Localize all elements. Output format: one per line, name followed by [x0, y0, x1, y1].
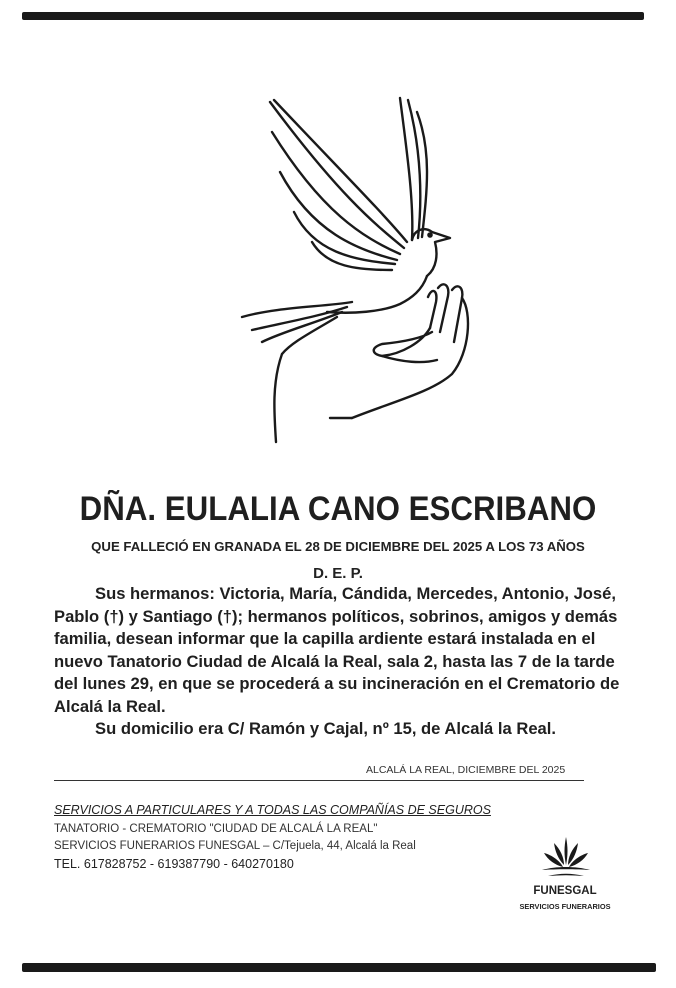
funesgal-logo [510, 835, 620, 915]
logo-tagline: SERVICIOS FUNERARIOS [519, 902, 611, 911]
dove-hand-emblem-icon [232, 92, 488, 448]
funesgal-logo-icon [538, 835, 594, 881]
death-details: QUE FALLECIÓ EN GRANADA EL 28 DE DICIEMBRE DEL 2025 A LOS 73 AÑOS [91, 539, 585, 554]
services-title: SERVICIOS A PARTICULARES Y A TODAS LAS COMPAÑÍAS DE SEGUROS [54, 803, 491, 817]
services-phone: TEL. 617828752 - 619387790 - 640270180 [54, 857, 294, 871]
signature-rule [54, 780, 584, 781]
rip-initials: D. E. P. [313, 565, 363, 582]
top-border-rule [22, 12, 644, 20]
notice-paragraph-address: Su domicilio era C/ Ramón y Cajal, nº 15, de Alcalá la Real. [95, 719, 557, 738]
place-date: ALCALÁ LA REAL, DICIEMBRE DEL 2025 [366, 764, 566, 776]
deceased-name: DÑA. EULALIA CANO ESCRIBANO [79, 490, 597, 528]
logo-name: FUNESGAL [533, 885, 597, 897]
notice-body [54, 583, 620, 741]
notice-paragraph-family: Sus hermanos: Victoria, María, Cándida, Mercedes, Antonio, José, Pablo (†) y Santiago (†); hermanos políticos, sobrinos, amigos y demás familia, desean informar que la capilla ardiente estará instalada en el nuevo Tanatorio Ciudad de Alcalá la Real, sala 2, hasta las 7 de la tarde del lunes 29, en que se procederá a su incineración en el Crematorio de Alcalá la Real. [54, 584, 620, 716]
bottom-border-rule [22, 963, 656, 972]
services-address: SERVICIOS FUNERARIOS FUNESGAL – C/Tejuela, 44, Alcalá la Real [54, 840, 416, 852]
services-tanatorio: TANATORIO - CREMATORIO "CIUDAD DE ALCALÁ LA REAL" [54, 823, 378, 835]
